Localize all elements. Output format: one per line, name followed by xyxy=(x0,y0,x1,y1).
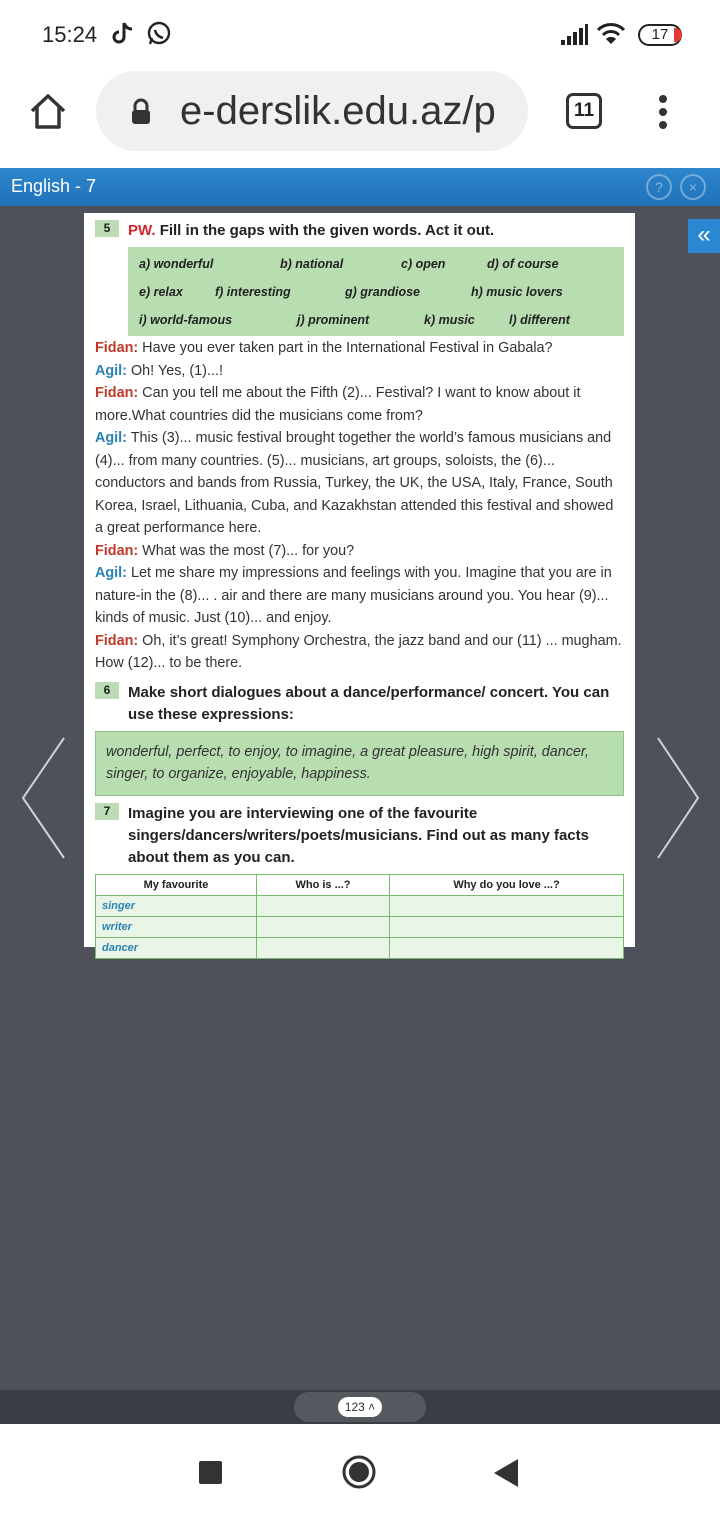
close-icon[interactable]: × xyxy=(680,174,706,200)
speaker-name: Fidan: xyxy=(95,385,139,401)
speaker-name: Agil: xyxy=(95,430,127,446)
dialogue xyxy=(95,337,625,675)
line-text: What was the most (7)... for you? xyxy=(138,542,355,559)
word-option: i) world-famous xyxy=(139,313,233,327)
home-icon[interactable] xyxy=(28,92,68,137)
home-circle-icon[interactable] xyxy=(341,1454,377,1495)
row-label: writer xyxy=(96,917,257,938)
exercise-7-instruction: Imagine you are interviewing one of the favourite singers/dancers/writers/poets/musicians. Find out as many facts about them as you can. xyxy=(128,805,589,866)
pager-bar xyxy=(0,1390,720,1424)
app-header xyxy=(0,168,720,206)
speaker-name: Fidan: xyxy=(95,340,139,356)
recents-square-icon[interactable] xyxy=(199,1461,222,1489)
next-page-arrow-icon[interactable] xyxy=(654,736,702,867)
word-option: h) music lovers xyxy=(471,285,563,299)
dialogue-line xyxy=(95,337,625,360)
word-option: d) of course xyxy=(487,257,559,271)
dialogue-line xyxy=(95,427,625,540)
status-time: 15:24 xyxy=(42,22,98,47)
address-bar[interactable] xyxy=(96,71,528,151)
table-cell xyxy=(390,917,624,938)
exercise-number: 7 xyxy=(95,803,119,820)
table-row xyxy=(96,917,624,938)
speaker-name: Fidan: xyxy=(95,542,139,559)
exercise-number: 5 xyxy=(95,220,119,237)
expressions-box: wonderful, perfect, to enjoy, to imagine, a great pleasure, high spirit, dancer, singer, to organize, enjoyable, happiness. xyxy=(95,731,624,796)
word-option: l) different xyxy=(509,313,570,327)
pair-work-tag: PW. xyxy=(128,222,156,239)
lock-icon xyxy=(130,99,152,130)
line-text: Oh! Yes, (1)...! xyxy=(126,362,223,379)
exercise-6-instruction: Make short dialogues about a dance/performance/ concert. You can use these expressions: xyxy=(128,684,610,723)
word-option: a) wonderful xyxy=(139,257,214,271)
tiktok-icon xyxy=(110,20,136,51)
status-bar xyxy=(0,0,720,68)
dialogue-line xyxy=(95,630,625,675)
speaker-name: Fidan: xyxy=(95,632,139,649)
more-menu-icon[interactable] xyxy=(656,94,670,135)
prev-page-arrow-icon[interactable] xyxy=(20,736,68,867)
collapse-panel-button[interactable]: « xyxy=(688,219,720,253)
back-triangle-icon[interactable] xyxy=(494,1459,518,1492)
tab-switcher-button[interactable]: 11 xyxy=(566,93,602,129)
facts-table xyxy=(95,874,624,959)
help-icon[interactable]: ? xyxy=(646,174,672,200)
word-option: c) open xyxy=(401,257,446,271)
word-option: b) national xyxy=(280,257,344,271)
speaker-name: Agil: xyxy=(95,362,127,379)
page-selector[interactable] xyxy=(294,1392,426,1422)
line-text: Can you tell me about the Fifth (2)... Festival? I want to know about it more.What countries did the musicians come from? xyxy=(95,385,581,424)
table-cell xyxy=(257,896,390,917)
instruction-text: Fill in the gaps with the given words. Act it out. xyxy=(159,222,495,239)
battery-indicator: 17 xyxy=(638,24,682,46)
table-cell xyxy=(390,896,624,917)
line-text: Have you ever taken part in the International Festival in Gabala? xyxy=(138,340,553,356)
table-cell xyxy=(257,938,390,959)
table-row xyxy=(96,938,624,959)
word-option: f) interesting xyxy=(215,285,291,299)
column-header: Why do you love ...? xyxy=(390,875,624,896)
exercise-number: 6 xyxy=(95,682,119,699)
dialogue-line xyxy=(95,382,625,427)
system-nav-bar xyxy=(0,1424,720,1520)
line-text: Oh, it’s great! Symphony Orchestra, the jazz band and our (11) ... mugham. How (12)... to be there. xyxy=(95,632,622,671)
word-bank xyxy=(128,247,624,336)
browser-toolbar xyxy=(0,68,720,168)
whatsapp-icon xyxy=(146,20,172,51)
column-header: My favourite xyxy=(96,875,257,896)
line-text: Let me share my impressions and feelings with you. Imagine that you are in nature-in the (8)... . air and there are many musicians around you. You hear (9)... kinds of music. Just (10)... and enjoy. xyxy=(95,565,612,626)
word-option: k) music xyxy=(424,313,475,327)
dialogue-line xyxy=(95,562,625,630)
book-title: English - 7 xyxy=(11,176,97,196)
chevron-up-icon: ˄ xyxy=(368,1400,376,1414)
signal-icon xyxy=(560,24,588,51)
page-number: 123 xyxy=(344,1400,365,1414)
page-number-badge[interactable] xyxy=(338,1397,382,1417)
dialogue-line xyxy=(95,540,625,563)
table-cell xyxy=(257,917,390,938)
table-cell xyxy=(390,938,624,959)
line-text: This (3)... music festival brought together the world’s famous musicians and (4)... from many countries. (5)... musicians, art groups, soloists, the (6)... conductors and bands from Russia, Turkey, the UK, the USA, Italy, France, South Korea, Israel, Lithuania, Cuba, and Kazakhstan attended this festival and showed a great performance here. xyxy=(95,430,614,536)
dialogue-line xyxy=(95,360,625,383)
row-label: singer xyxy=(96,896,257,917)
speaker-name: Agil: xyxy=(95,565,127,581)
table-header-row xyxy=(96,875,624,896)
exercise-5-instruction xyxy=(128,220,494,242)
row-label: dancer xyxy=(96,938,257,959)
word-option: e) relax xyxy=(139,285,183,299)
url-text: e-derslik.edu.az/p xyxy=(180,89,496,133)
book-page xyxy=(84,213,635,954)
table-row xyxy=(96,896,624,917)
wifi-icon xyxy=(596,22,626,51)
column-header: Who is ...? xyxy=(257,875,390,896)
word-option: g) grandiose xyxy=(345,285,421,299)
word-option: j) prominent xyxy=(297,313,370,327)
